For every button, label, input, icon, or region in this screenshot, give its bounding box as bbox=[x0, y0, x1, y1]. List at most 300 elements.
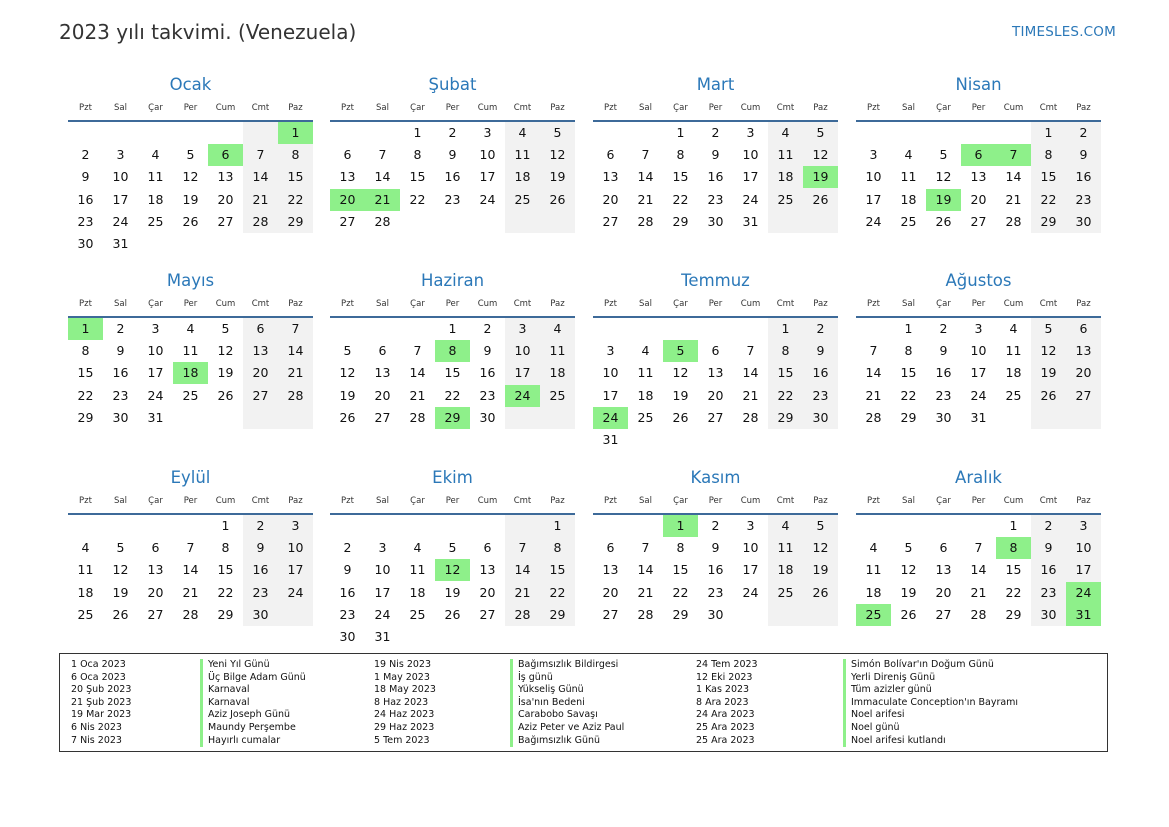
day-cell[interactable]: 22 bbox=[672, 584, 689, 600]
day-cell[interactable]: 22 bbox=[287, 191, 304, 207]
day-cell[interactable]: 19 bbox=[217, 365, 234, 381]
day-cell[interactable]: 17 bbox=[112, 191, 129, 207]
day-cell[interactable]: 11 bbox=[1005, 343, 1022, 359]
day-cell[interactable]: 9 bbox=[711, 147, 720, 163]
day-cell[interactable]: 22 bbox=[409, 191, 426, 207]
day-cell[interactable]: 25 bbox=[77, 606, 94, 622]
day-cell[interactable]: 3 bbox=[151, 321, 160, 336]
day-cell[interactable]: 9 bbox=[711, 540, 720, 556]
day-cell[interactable]: 25 bbox=[147, 213, 164, 229]
day-cell[interactable]: 3 bbox=[378, 540, 387, 556]
day-cell[interactable]: 14 bbox=[1005, 169, 1022, 185]
day-cell[interactable]: 30 bbox=[112, 409, 129, 425]
day-cell[interactable]: 21 bbox=[742, 387, 759, 403]
day-cell[interactable]: 9 bbox=[448, 147, 457, 163]
day-cell[interactable]: 16 bbox=[1040, 562, 1057, 578]
day-cell[interactable]: 4 bbox=[553, 321, 562, 336]
holiday-day[interactable]: 8 bbox=[996, 537, 1031, 559]
day-cell[interactable]: 5 bbox=[221, 321, 230, 336]
day-cell[interactable]: 17 bbox=[1075, 562, 1092, 578]
day-cell[interactable]: 4 bbox=[151, 147, 160, 163]
day-cell[interactable]: 15 bbox=[217, 562, 234, 578]
day-cell[interactable]: 19 bbox=[672, 387, 689, 403]
day-cell[interactable]: 16 bbox=[77, 191, 94, 207]
day-cell[interactable]: 3 bbox=[518, 321, 527, 336]
day-cell[interactable]: 26 bbox=[935, 213, 952, 229]
day-cell[interactable]: 3 bbox=[869, 147, 878, 163]
day-cell[interactable]: 19 bbox=[444, 584, 461, 600]
day-cell[interactable]: 24 bbox=[287, 584, 304, 600]
day-cell[interactable]: 25 bbox=[637, 409, 654, 425]
day-cell[interactable]: 22 bbox=[777, 387, 794, 403]
day-cell[interactable]: 13 bbox=[479, 562, 496, 578]
holiday-day[interactable]: 31 bbox=[1066, 604, 1101, 626]
day-cell[interactable]: 16 bbox=[339, 584, 356, 600]
day-cell[interactable]: 28 bbox=[742, 409, 759, 425]
day-cell[interactable]: 29 bbox=[217, 606, 234, 622]
day-cell[interactable]: 23 bbox=[444, 191, 461, 207]
day-cell[interactable]: 13 bbox=[602, 169, 619, 185]
day-cell[interactable]: 6 bbox=[343, 147, 352, 163]
day-cell[interactable]: 8 bbox=[1044, 147, 1053, 163]
day-cell[interactable]: 13 bbox=[1075, 343, 1092, 359]
day-cell[interactable]: 10 bbox=[287, 540, 304, 556]
day-cell[interactable]: 25 bbox=[900, 213, 917, 229]
day-cell[interactable]: 4 bbox=[1009, 321, 1018, 336]
day-cell[interactable]: 3 bbox=[1079, 518, 1088, 533]
day-cell[interactable]: 20 bbox=[479, 584, 496, 600]
day-cell[interactable]: 30 bbox=[935, 409, 952, 425]
day-cell[interactable]: 16 bbox=[935, 365, 952, 381]
day-cell[interactable]: 29 bbox=[1005, 606, 1022, 622]
day-cell[interactable]: 7 bbox=[869, 343, 878, 359]
day-cell[interactable]: 3 bbox=[746, 518, 755, 533]
day-cell[interactable]: 21 bbox=[865, 387, 882, 403]
day-cell[interactable]: 18 bbox=[777, 562, 794, 578]
day-cell[interactable]: 24 bbox=[742, 584, 759, 600]
holiday-day[interactable]: 1 bbox=[278, 122, 313, 144]
day-cell[interactable]: 23 bbox=[812, 387, 829, 403]
day-cell[interactable]: 9 bbox=[256, 540, 265, 556]
day-cell[interactable]: 17 bbox=[287, 562, 304, 578]
day-cell[interactable]: 30 bbox=[812, 409, 829, 425]
day-cell[interactable]: 22 bbox=[672, 191, 689, 207]
day-cell[interactable]: 23 bbox=[479, 387, 496, 403]
day-cell[interactable]: 18 bbox=[77, 584, 94, 600]
day-cell[interactable]: 10 bbox=[514, 343, 531, 359]
day-cell[interactable]: 1 bbox=[1044, 125, 1053, 140]
day-cell[interactable]: 15 bbox=[1040, 169, 1057, 185]
day-cell[interactable]: 11 bbox=[637, 365, 654, 381]
day-cell[interactable]: 10 bbox=[112, 169, 129, 185]
day-cell[interactable]: 3 bbox=[483, 125, 492, 140]
day-cell[interactable]: 4 bbox=[518, 125, 527, 140]
day-cell[interactable]: 15 bbox=[1005, 562, 1022, 578]
day-cell[interactable]: 24 bbox=[970, 387, 987, 403]
day-cell[interactable]: 5 bbox=[553, 125, 562, 140]
day-cell[interactable]: 8 bbox=[904, 343, 913, 359]
day-cell[interactable]: 3 bbox=[606, 343, 615, 359]
day-cell[interactable]: 7 bbox=[641, 540, 650, 556]
day-cell[interactable]: 18 bbox=[1005, 365, 1022, 381]
day-cell[interactable]: 2 bbox=[939, 321, 948, 336]
day-cell[interactable]: 10 bbox=[970, 343, 987, 359]
day-cell[interactable]: 13 bbox=[217, 169, 234, 185]
day-cell[interactable]: 1 bbox=[553, 518, 562, 533]
day-cell[interactable]: 20 bbox=[252, 365, 269, 381]
day-cell[interactable]: 19 bbox=[112, 584, 129, 600]
holiday-day[interactable]: 29 bbox=[435, 407, 470, 429]
day-cell[interactable]: 2 bbox=[256, 518, 265, 533]
day-cell[interactable]: 26 bbox=[812, 191, 829, 207]
day-cell[interactable]: 10 bbox=[1075, 540, 1092, 556]
day-cell[interactable]: 27 bbox=[1075, 387, 1092, 403]
day-cell[interactable]: 16 bbox=[112, 365, 129, 381]
holiday-day[interactable]: 1 bbox=[68, 318, 103, 340]
day-cell[interactable]: 3 bbox=[116, 147, 125, 163]
day-cell[interactable]: 30 bbox=[707, 213, 724, 229]
day-cell[interactable]: 20 bbox=[707, 387, 724, 403]
day-cell[interactable]: 28 bbox=[252, 213, 269, 229]
day-cell[interactable]: 24 bbox=[374, 606, 391, 622]
day-cell[interactable]: 23 bbox=[935, 387, 952, 403]
day-cell[interactable]: 28 bbox=[287, 387, 304, 403]
day-cell[interactable]: 12 bbox=[672, 365, 689, 381]
day-cell[interactable]: 14 bbox=[865, 365, 882, 381]
holiday-day[interactable]: 19 bbox=[926, 189, 961, 211]
day-cell[interactable]: 7 bbox=[641, 147, 650, 163]
day-cell[interactable]: 30 bbox=[252, 606, 269, 622]
day-cell[interactable]: 6 bbox=[711, 343, 720, 359]
day-cell[interactable]: 1 bbox=[1009, 518, 1018, 533]
day-cell[interactable]: 25 bbox=[1005, 387, 1022, 403]
day-cell[interactable]: 9 bbox=[1044, 540, 1053, 556]
day-cell[interactable]: 2 bbox=[1079, 125, 1088, 140]
day-cell[interactable]: 16 bbox=[707, 562, 724, 578]
day-cell[interactable]: 22 bbox=[549, 584, 566, 600]
site-link[interactable]: TIMESLES.COM bbox=[1012, 24, 1116, 40]
day-cell[interactable]: 29 bbox=[287, 213, 304, 229]
day-cell[interactable]: 15 bbox=[287, 169, 304, 185]
day-cell[interactable]: 18 bbox=[865, 584, 882, 600]
day-cell[interactable]: 7 bbox=[378, 147, 387, 163]
day-cell[interactable]: 27 bbox=[339, 213, 356, 229]
day-cell[interactable]: 25 bbox=[182, 387, 199, 403]
day-cell[interactable]: 7 bbox=[256, 147, 265, 163]
day-cell[interactable]: 27 bbox=[707, 409, 724, 425]
day-cell[interactable]: 29 bbox=[549, 606, 566, 622]
day-cell[interactable]: 7 bbox=[974, 540, 983, 556]
day-cell[interactable]: 8 bbox=[81, 343, 90, 359]
day-cell[interactable]: 26 bbox=[112, 606, 129, 622]
day-cell[interactable]: 30 bbox=[479, 409, 496, 425]
day-cell[interactable]: 13 bbox=[602, 562, 619, 578]
day-cell[interactable]: 16 bbox=[1075, 169, 1092, 185]
holiday-day[interactable]: 5 bbox=[663, 340, 698, 362]
day-cell[interactable]: 27 bbox=[374, 409, 391, 425]
day-cell[interactable]: 4 bbox=[781, 125, 790, 140]
day-cell[interactable]: 18 bbox=[409, 584, 426, 600]
day-cell[interactable]: 31 bbox=[970, 409, 987, 425]
day-cell[interactable]: 15 bbox=[409, 169, 426, 185]
day-cell[interactable]: 12 bbox=[812, 147, 829, 163]
day-cell[interactable]: 5 bbox=[904, 540, 913, 556]
day-cell[interactable]: 17 bbox=[970, 365, 987, 381]
day-cell[interactable]: 21 bbox=[409, 387, 426, 403]
day-cell[interactable]: 29 bbox=[900, 409, 917, 425]
day-cell[interactable]: 10 bbox=[147, 343, 164, 359]
holiday-day[interactable]: 1 bbox=[663, 515, 698, 537]
day-cell[interactable]: 15 bbox=[672, 562, 689, 578]
holiday-day[interactable]: 19 bbox=[803, 166, 838, 188]
day-cell[interactable]: 20 bbox=[602, 584, 619, 600]
day-cell[interactable]: 12 bbox=[549, 147, 566, 163]
day-cell[interactable]: 13 bbox=[970, 169, 987, 185]
holiday-day[interactable]: 25 bbox=[856, 604, 891, 626]
day-cell[interactable]: 17 bbox=[479, 169, 496, 185]
day-cell[interactable]: 16 bbox=[812, 365, 829, 381]
day-cell[interactable]: 28 bbox=[637, 606, 654, 622]
day-cell[interactable]: 11 bbox=[900, 169, 917, 185]
day-cell[interactable]: 24 bbox=[479, 191, 496, 207]
day-cell[interactable]: 24 bbox=[865, 213, 882, 229]
day-cell[interactable]: 28 bbox=[637, 213, 654, 229]
day-cell[interactable]: 26 bbox=[812, 584, 829, 600]
day-cell[interactable]: 14 bbox=[637, 169, 654, 185]
day-cell[interactable]: 14 bbox=[374, 169, 391, 185]
day-cell[interactable]: 31 bbox=[112, 236, 129, 251]
day-cell[interactable]: 2 bbox=[711, 518, 720, 533]
day-cell[interactable]: 1 bbox=[221, 518, 230, 533]
day-cell[interactable]: 2 bbox=[448, 125, 457, 140]
day-cell[interactable]: 5 bbox=[816, 125, 825, 140]
day-cell[interactable]: 10 bbox=[865, 169, 882, 185]
day-cell[interactable]: 22 bbox=[1040, 191, 1057, 207]
day-cell[interactable]: 13 bbox=[707, 365, 724, 381]
day-cell[interactable]: 4 bbox=[81, 540, 90, 556]
day-cell[interactable]: 9 bbox=[816, 343, 825, 359]
day-cell[interactable]: 30 bbox=[339, 629, 356, 644]
day-cell[interactable]: 21 bbox=[970, 584, 987, 600]
day-cell[interactable]: 27 bbox=[602, 213, 619, 229]
day-cell[interactable]: 27 bbox=[147, 606, 164, 622]
day-cell[interactable]: 14 bbox=[742, 365, 759, 381]
day-cell[interactable]: 21 bbox=[514, 584, 531, 600]
day-cell[interactable]: 19 bbox=[812, 562, 829, 578]
day-cell[interactable]: 16 bbox=[479, 365, 496, 381]
holiday-day[interactable]: 18 bbox=[173, 362, 208, 384]
day-cell[interactable]: 2 bbox=[711, 125, 720, 140]
day-cell[interactable]: 15 bbox=[549, 562, 566, 578]
day-cell[interactable]: 19 bbox=[1040, 365, 1057, 381]
day-cell[interactable]: 21 bbox=[637, 584, 654, 600]
day-cell[interactable]: 14 bbox=[637, 562, 654, 578]
day-cell[interactable]: 14 bbox=[287, 343, 304, 359]
day-cell[interactable]: 22 bbox=[1005, 584, 1022, 600]
day-cell[interactable]: 5 bbox=[186, 147, 195, 163]
day-cell[interactable]: 5 bbox=[448, 540, 457, 556]
day-cell[interactable]: 22 bbox=[77, 387, 94, 403]
day-cell[interactable]: 13 bbox=[374, 365, 391, 381]
day-cell[interactable]: 12 bbox=[182, 169, 199, 185]
day-cell[interactable]: 18 bbox=[147, 191, 164, 207]
day-cell[interactable]: 11 bbox=[409, 562, 426, 578]
day-cell[interactable]: 7 bbox=[746, 343, 755, 359]
day-cell[interactable]: 6 bbox=[378, 343, 387, 359]
day-cell[interactable]: 29 bbox=[1040, 213, 1057, 229]
day-cell[interactable]: 17 bbox=[514, 365, 531, 381]
day-cell[interactable]: 20 bbox=[970, 191, 987, 207]
day-cell[interactable]: 27 bbox=[479, 606, 496, 622]
day-cell[interactable]: 15 bbox=[900, 365, 917, 381]
day-cell[interactable]: 9 bbox=[116, 343, 125, 359]
holiday-day[interactable]: 6 bbox=[961, 144, 996, 166]
day-cell[interactable]: 7 bbox=[413, 343, 422, 359]
day-cell[interactable]: 31 bbox=[374, 629, 391, 644]
day-cell[interactable]: 26 bbox=[217, 387, 234, 403]
day-cell[interactable]: 26 bbox=[444, 606, 461, 622]
day-cell[interactable]: 9 bbox=[1079, 147, 1088, 163]
day-cell[interactable]: 27 bbox=[252, 387, 269, 403]
day-cell[interactable]: 15 bbox=[77, 365, 94, 381]
day-cell[interactable]: 11 bbox=[777, 540, 794, 556]
day-cell[interactable]: 16 bbox=[707, 169, 724, 185]
day-cell[interactable]: 18 bbox=[549, 365, 566, 381]
day-cell[interactable]: 7 bbox=[291, 321, 300, 336]
day-cell[interactable]: 10 bbox=[742, 147, 759, 163]
day-cell[interactable]: 17 bbox=[602, 387, 619, 403]
day-cell[interactable]: 11 bbox=[147, 169, 164, 185]
day-cell[interactable]: 28 bbox=[865, 409, 882, 425]
day-cell[interactable]: 17 bbox=[865, 191, 882, 207]
day-cell[interactable]: 23 bbox=[77, 213, 94, 229]
day-cell[interactable]: 29 bbox=[777, 409, 794, 425]
day-cell[interactable]: 2 bbox=[483, 321, 492, 336]
day-cell[interactable]: 20 bbox=[1075, 365, 1092, 381]
day-cell[interactable]: 9 bbox=[343, 562, 352, 578]
day-cell[interactable]: 3 bbox=[291, 518, 300, 533]
day-cell[interactable]: 8 bbox=[221, 540, 230, 556]
holiday-day[interactable]: 24 bbox=[1066, 582, 1101, 604]
day-cell[interactable]: 4 bbox=[413, 540, 422, 556]
day-cell[interactable]: 16 bbox=[444, 169, 461, 185]
day-cell[interactable]: 23 bbox=[707, 584, 724, 600]
day-cell[interactable]: 28 bbox=[514, 606, 531, 622]
day-cell[interactable]: 6 bbox=[1079, 321, 1088, 336]
day-cell[interactable]: 14 bbox=[514, 562, 531, 578]
day-cell[interactable]: 9 bbox=[939, 343, 948, 359]
day-cell[interactable]: 26 bbox=[672, 409, 689, 425]
day-cell[interactable]: 21 bbox=[1005, 191, 1022, 207]
holiday-day[interactable]: 12 bbox=[435, 559, 470, 581]
day-cell[interactable]: 7 bbox=[186, 540, 195, 556]
day-cell[interactable]: 23 bbox=[707, 191, 724, 207]
day-cell[interactable]: 23 bbox=[1075, 191, 1092, 207]
day-cell[interactable]: 6 bbox=[256, 321, 265, 336]
day-cell[interactable]: 19 bbox=[339, 387, 356, 403]
day-cell[interactable]: 1 bbox=[448, 321, 457, 336]
day-cell[interactable]: 10 bbox=[374, 562, 391, 578]
day-cell[interactable]: 25 bbox=[777, 584, 794, 600]
day-cell[interactable]: 11 bbox=[77, 562, 94, 578]
day-cell[interactable]: 30 bbox=[707, 606, 724, 622]
day-cell[interactable]: 17 bbox=[374, 584, 391, 600]
holiday-day[interactable]: 21 bbox=[365, 189, 400, 211]
day-cell[interactable]: 10 bbox=[602, 365, 619, 381]
day-cell[interactable]: 27 bbox=[217, 213, 234, 229]
day-cell[interactable]: 13 bbox=[252, 343, 269, 359]
day-cell[interactable]: 5 bbox=[939, 147, 948, 163]
day-cell[interactable]: 11 bbox=[865, 562, 882, 578]
day-cell[interactable]: 8 bbox=[553, 540, 562, 556]
holiday-day[interactable]: 24 bbox=[505, 385, 540, 407]
day-cell[interactable]: 29 bbox=[672, 213, 689, 229]
day-cell[interactable]: 21 bbox=[637, 191, 654, 207]
day-cell[interactable]: 11 bbox=[514, 147, 531, 163]
day-cell[interactable]: 1 bbox=[904, 321, 913, 336]
day-cell[interactable]: 1 bbox=[781, 321, 790, 336]
day-cell[interactable]: 30 bbox=[1040, 606, 1057, 622]
day-cell[interactable]: 14 bbox=[409, 365, 426, 381]
day-cell[interactable]: 9 bbox=[483, 343, 492, 359]
day-cell[interactable]: 19 bbox=[549, 169, 566, 185]
day-cell[interactable]: 17 bbox=[742, 562, 759, 578]
day-cell[interactable]: 22 bbox=[444, 387, 461, 403]
day-cell[interactable]: 20 bbox=[217, 191, 234, 207]
holiday-day[interactable]: 20 bbox=[330, 189, 365, 211]
day-cell[interactable]: 23 bbox=[339, 606, 356, 622]
day-cell[interactable]: 25 bbox=[514, 191, 531, 207]
day-cell[interactable]: 27 bbox=[970, 213, 987, 229]
day-cell[interactable]: 21 bbox=[182, 584, 199, 600]
day-cell[interactable]: 14 bbox=[182, 562, 199, 578]
day-cell[interactable]: 20 bbox=[602, 191, 619, 207]
day-cell[interactable]: 2 bbox=[343, 540, 352, 556]
day-cell[interactable]: 20 bbox=[935, 584, 952, 600]
day-cell[interactable]: 12 bbox=[900, 562, 917, 578]
day-cell[interactable]: 28 bbox=[182, 606, 199, 622]
day-cell[interactable]: 24 bbox=[112, 213, 129, 229]
day-cell[interactable]: 31 bbox=[602, 432, 619, 447]
day-cell[interactable]: 12 bbox=[935, 169, 952, 185]
day-cell[interactable]: 16 bbox=[252, 562, 269, 578]
day-cell[interactable]: 25 bbox=[409, 606, 426, 622]
day-cell[interactable]: 21 bbox=[287, 365, 304, 381]
day-cell[interactable]: 18 bbox=[637, 387, 654, 403]
day-cell[interactable]: 14 bbox=[970, 562, 987, 578]
day-cell[interactable]: 1 bbox=[676, 125, 685, 140]
day-cell[interactable]: 12 bbox=[339, 365, 356, 381]
day-cell[interactable]: 12 bbox=[812, 540, 829, 556]
day-cell[interactable]: 6 bbox=[606, 147, 615, 163]
day-cell[interactable]: 28 bbox=[374, 213, 391, 229]
day-cell[interactable]: 23 bbox=[252, 584, 269, 600]
day-cell[interactable]: 4 bbox=[904, 147, 913, 163]
day-cell[interactable]: 2 bbox=[116, 321, 125, 336]
day-cell[interactable]: 9 bbox=[81, 169, 90, 185]
day-cell[interactable]: 5 bbox=[343, 343, 352, 359]
day-cell[interactable]: 5 bbox=[1044, 321, 1053, 336]
day-cell[interactable]: 11 bbox=[777, 147, 794, 163]
day-cell[interactable]: 4 bbox=[641, 343, 650, 359]
day-cell[interactable]: 2 bbox=[81, 147, 90, 163]
day-cell[interactable]: 13 bbox=[147, 562, 164, 578]
day-cell[interactable]: 15 bbox=[444, 365, 461, 381]
day-cell[interactable]: 8 bbox=[676, 540, 685, 556]
day-cell[interactable]: 4 bbox=[781, 518, 790, 533]
day-cell[interactable]: 6 bbox=[606, 540, 615, 556]
day-cell[interactable]: 28 bbox=[970, 606, 987, 622]
